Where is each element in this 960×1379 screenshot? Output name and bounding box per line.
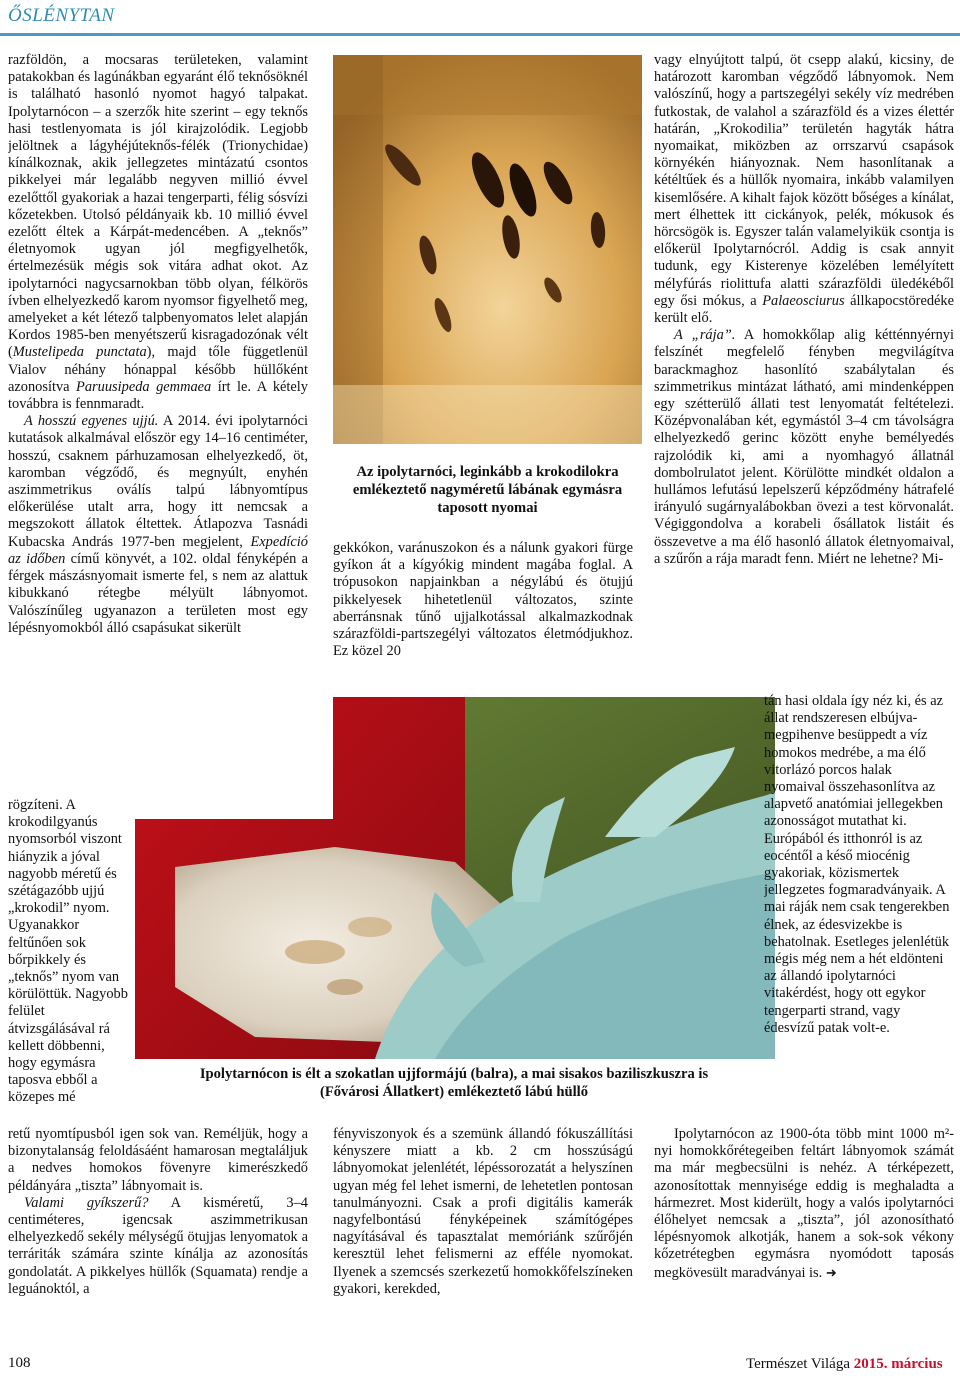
paragraph-lizard: Valami gyíkszerű? A kisméretű, 3–4 centiméteres, igencsak aszimmetrikusan elhelyezkedő sekély mélységű ötujjas lenyomatok a terráriták számára szinte kínálja az azonosítás gondolatát. A pikkelyes hüllők (Squamata) rendje a leguánoktól, a bbox=[8, 1194, 308, 1297]
article-column-1-bottom: retű nyomtípusból igen sok van. Reméljük, hogy a bizonytalanság feloldásáént hamarosan megtaláljuk a nedves homokos fövenyre kimerészkedő példányára „tiszta” lábnyomait is. Valami gyíkszerű? A kisméretű, 3–4 centiméteres, igencsak aszimmetrikusan elhelyezkedő sekély mélységű ötujjas lenyomatok a terráriták számára szinte kínálja az azonosítás gondolatát. A pikkelyes hüllők (Squamata) rendje a leguánoktól, a bbox=[8, 1126, 308, 1297]
section-title: ŐSLÉNYTAN bbox=[8, 5, 115, 26]
paragraph-long-toe: A hosszú egyenes ujjú. A 2014. évi ipolytarnóci kutatások alkalmával először egy 14–16 centiméter, hosszú, csaknem párhuzamosan elhelyezkedő, öt, karomban végződő, és megnyúlt, enyhén aszimmetrikus oválís talpú lábnyomtípus előkerülése utalt arra, hogy itt nemcsak a megszokott állatok éltettek. Átlapozva Tasnádi Kubacska András 1977-ben megjelent, Expedíció az időben című könyvét, a 102. oldal fényképén a férgek mászásnyomait ismerte fel, s nem az alattuk kibukkanó rétegbe mélyült lábnyomot. Valószínűleg ugyanazon a területen most egy lépésnyomokból álló csapásukat sikerült bbox=[8, 413, 308, 636]
page-number: 108 bbox=[8, 1355, 31, 1371]
header-rule bbox=[0, 33, 960, 36]
photo-caption-footprints: Az ipolytarnóci, leginkább a krokodilokra emlékeztető nagyméretű lábának egymásra taposott nyomai bbox=[352, 464, 623, 516]
paragraph-ray: A „rája”. A homokkőlap alig kétténnyérnyi felszínét megfelelő fényben megvilágítva barackmaghoz hasonlító szabálytalan és szimmetrikus mintázat látható, ami mindenképpen egy szétterülő állati test lenyomatát feltételezi. Középvonalában két, egymástól 3–4 cm távolságra elhelyezkedő gerinc között enyhe bemélyedés rajzolódik ki, ami a nyomhagyó állatnál dombolrulatot jelent. Körülötte mindkét oldalon a hullámos lefutású lepelszerű képződmény hátrafelé irányuló sugárnyalábokban övezi a test körvonalát. Végiggondolva a korabeli ősállatok listáit és összevetve a ma élő hasonló állatok életnyomaival, a szűrőn a rája maradt fenn. Miért ne lehetne? Mi- bbox=[654, 327, 954, 567]
photo-caption-lizard-feet: Ipolytarnócon is élt a szokatlan ujjformájú (balra), a mai sisakos baziliszkuszra is (Fővárosi Állatkert) emlékeztető lábú hüllő bbox=[199, 1066, 709, 1100]
article-column-1 bbox=[8, 52, 308, 796]
magazine-footer: Természet Világa 2015. március bbox=[746, 1356, 943, 1372]
article-column-2-bottom: fényviszonyok és a szemünk állandó fókuszállítási kényszere miatt a kb. 2 cm hosszúságú lábnyomokat jelenlétét, lépéssorozatát a helyszínen ugyan még fel lehet ismerni, de lehetetlen pontosan tanulmányozni. Csak a profi digitális kamerák nagyfelbontású fényképeinek számítógépes nagyításával és tapasztalat memóriánk szűrőjén keresztül lehet felismerni az efféle nyomokat. Ilyenek a szemcsés szerkezetű homokkőfelszíneken gyakori, kerekded, bbox=[333, 1126, 633, 1297]
article-column-3-wrap: tán hasi oldala így néz ki, és az állat rendszeresen elbújva-megpihenve besüppedt a víz homokos medrébe, a ma élő vitorlázó porcos halak nyomaival összehasonlítva az alapvető anatómiai jellegekben azonosságot mutathat ki. Európából és itthonról is az eocéntől a késő miocénig gyakoriak, közismertek jellegzetes fogmaradványaik. A mai ráják nem csak tengerekben élnek, az édesvizekbe is behatolnak. Esetleges jelenlétük mégis még nem a hét eldönteni az állandó ipolytarnóci vitakérdést, hogy ott egykor tengerparti strand, vagy édesvízű patak volt-e. bbox=[764, 693, 950, 1036]
lizard-feet-photo bbox=[135, 697, 775, 1059]
paragraph-turtle: razföldön, a mocsaras területeken, valamint patakokban és lagúnákban egyaránt élő teknősöknél is található hasonló nyomot hagyó talpakat. Ipolytarnócon – a szerzők hite szerint – egy teknős hasi testlenyomata is jól kirajzolódik. Legjobb jelöltnek a lágyhéjúteknős-félék (Trionychidae) kínálkoznak, akik jellegzetes mintázatú csontos pikkelyei már legalább negyven millió évvel ezelőttől gyakoriak a hazai tengerparti, félig sósvízi kőzetekben. Utolsó példányaik kb. 10 millió évvel ezelőtt éltek a Kárpát-medencében. A „teknős” életnyomok ugyan jól megfigyelhetők, értelmezésük mégis sok vitára adhat okot. Az ipolytarnóci nagycsarnokban több olyan, félkörös ívben elhelyezkedő karom nyomsor figyelhető meg, amelyeket a két létező talpbenyomatos lelet alapján Kordos 1985-ben menyétszerű kisragadozónak vélt (Mustelipeda punctata), majd tőle függetlenül Vialov néhány hónappal később hüllőként azonosítva Paruusipeda gemmaea írt le. A kétely továbbra is fennmaradt. bbox=[8, 52, 308, 413]
footprint-photo bbox=[333, 55, 642, 444]
article-column-2: gekkókon, varánuszokon és a nálunk gyakori fürge gyíkon át a kígyókig mindent magába foglal. A trópusokon napjainkban a négylábú és ötujjú pikkelyesek hihetetlenül változatos, szinte aberránsnak tűnő ujjalkotással alkalmazkodnak szárazföldi-partszegélyi változatos életmódjukhoz. Ez közel 20 bbox=[333, 540, 633, 660]
article-column-3: vagy elnyújtott talpú, öt csepp alakú, kicsiny, de határozott karomban végződő lábnyomok. Nem valószínű, hogy a partszegélyi sekély víz medrében futkostak, de valahol a szárazföld és a vizes élettér határán, „Krokodilia” területén hagyták hátra nyomaikat, miközben az orrszarvú csapások környékén hiányoznak. Nem hasonlítanak a kétéltűek és a hüllők nyomaira, inkább valamilyen kisemlősére. A kihalt fajok között bőséges a kínálat, mert élhettek itt cickányok, pelék, mókusok és hörcsögök is. Egyszer talán valamelyikük csontja is előkerül Ipolytarnócról. Addig is csak annyit tudunk, egy Kisterenye közelében lemélyített mélyfúrás riolittufa alatti szárazföldi üledékéből egy ősi mókus, a Palaeosciurus állkapocstöredéke került elő. A „rája”. A homokkőlap alig kétténnyérnyi felszínét megfelelő fényben megvilágítva barackmaghoz hasonlító szabálytalan és szimmetrikus mintázat látható, ami mindenképpen egy szétterülő állati test lenyomatát feltételezi. Középvonalában két, egymástól 3–4 cm távolságra elhelyezkedő gerinc között enyhe bemélyedés rajzolódik ki, ami a nyomhagyó állatnál dombolrulatot jelent. Körülötte mindkét oldalon a hullámos lefutású lepelszerű képződmény hátrafelé irányuló sugárnyalábokban övezi a test körvonalát. Végiggondolva a korabeli ősállatok listáit és összevetve a ma élő hasonló állatok életnyomaival, a szűrőn a rája maradt fenn. Miért ne lehetne? Mi- bbox=[654, 52, 954, 567]
article-column-3-bottom: Ipolytarnócon az 1900-óta több mint 1000 m²-nyi homokkőrétegeiben feltárt lábnyomok számát ma már megbecsülni is nehéz. A térképezett, azonosítottak mennyisége eddig is meghaladta a hármezret. Most kiderült, hogy a valós ipolytarnóci élőhelyet nemcsak a „tiszta”, jól azonosítható lépésnyomok alkotják, hanem a sok-sok vékony kőzetrétegben egymásra nyomódott taposás megkövesült maradványai is. ➜ bbox=[654, 1126, 954, 1281]
end-mark-icon: ➜ bbox=[825, 1264, 837, 1280]
article-column-1-wrap: rögzíteni. A krokodilgyanús nyomsorból viszont hiányzik a jóval nagyobb méretű és szétágazóbb ujjú „krokodil” nyom. Ugyanakkor feltűnően sok bőrpikkely és „teknős” nyom van körülöttük. Nagyobb felület átvizsgálásával rá kellett döbbenni, hogy egymásra taposva ebből a közepes mé bbox=[8, 797, 128, 1106]
